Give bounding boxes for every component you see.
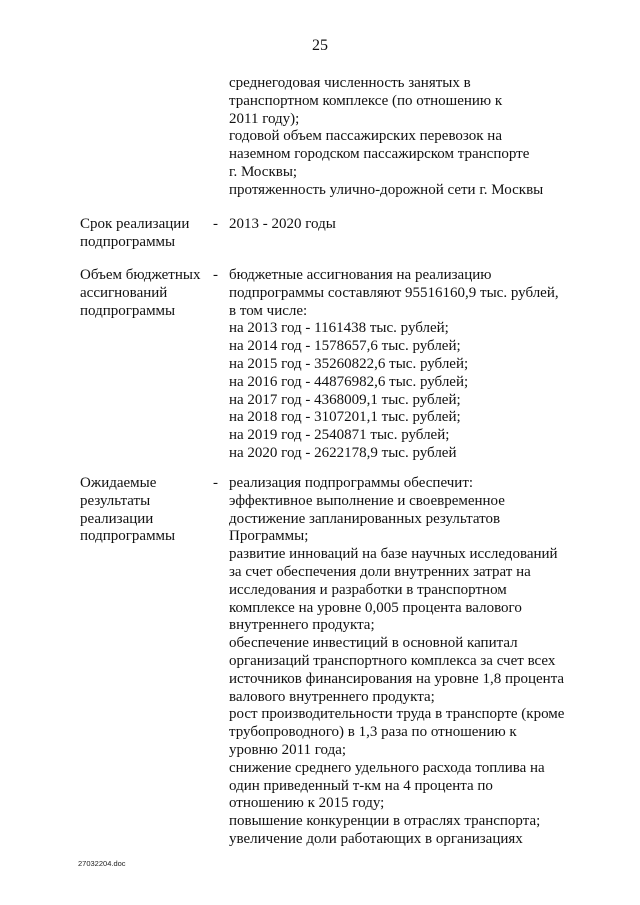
text-line: организаций транспортного комплекса за счет всех (229, 652, 556, 669)
text-line: 2011 году); (229, 110, 300, 127)
text-line: реализация подпрограммы обеспечит: (229, 475, 474, 491)
text-line: обеспечение инвестиций в основной капитал (229, 635, 518, 652)
row-dash: - (213, 475, 218, 491)
text-line: бюджетные ассигнования на реализацию (229, 267, 492, 283)
text-line: на 2015 год - 35260822,6 тыс. рублей; (229, 355, 469, 372)
text-line: на 2013 год - 1161438 тыс. рублей; (229, 320, 449, 337)
label-line: результаты (80, 492, 151, 509)
text-line: развитие инноваций на базе научных исследований (229, 546, 558, 563)
lead-text-block (229, 75, 543, 200)
text-line: годовой объем пассажирских перевозок на (229, 128, 502, 145)
text-line: исследования и разработки в транспортном (229, 581, 507, 598)
label-line: подпрограммы (80, 528, 176, 545)
label-line: ассигнований (80, 284, 168, 301)
text-line: отношению к 2015 году; (229, 795, 385, 812)
text-line: на 2020 год - 2622178,9 тыс. рублей (229, 444, 457, 461)
text-line: 2013 - 2020 годы (229, 216, 336, 232)
row-label (80, 216, 189, 252)
label-line: реализации (80, 510, 154, 527)
text-line: Программы; (229, 528, 309, 545)
page-number: 25 (312, 37, 328, 54)
text-line: за счет обеспечения доли внутренних затрат на (229, 563, 531, 580)
text-line: наземном городском пассажирском транспорте (229, 146, 530, 163)
text-line: внутреннего продукта; (229, 617, 375, 634)
row-label (80, 267, 200, 320)
text-line: один приведенный т-км на 4 процента по (229, 777, 493, 794)
row-content (229, 216, 336, 234)
text-line: на 2019 год - 2540871 тыс. рублей; (229, 427, 450, 444)
text-line: среднегодовая численность занятых в (229, 75, 471, 91)
footer-filename: 27032204.doc (78, 859, 126, 868)
text-line: на 2017 год - 4368009,1 тыс. рублей; (229, 391, 461, 408)
label-line: подпрограммы (80, 302, 176, 319)
label-line: подпрограммы (80, 233, 176, 250)
text-line: протяженность улично-дорожной сети г. Москвы (229, 181, 544, 198)
text-line: трубопроводного) в 1,3 раза по отношению к (229, 724, 517, 741)
row-dash: - (213, 216, 218, 232)
text-line: на 2016 год - 44876982,6 тыс. рублей; (229, 373, 469, 390)
text-line: на 2018 год - 3107201,1 тыс. рублей; (229, 409, 461, 426)
text-line: достижение запланированных результатов (229, 510, 501, 527)
row-dash: - (213, 267, 218, 283)
text-line: снижение среднего удельного расхода топлива на (229, 759, 545, 776)
text-line: уровню 2011 года; (229, 741, 347, 758)
text-line: увеличение доли работающих в организациях (229, 830, 523, 847)
row-content (229, 475, 564, 849)
text-line: подпрограммы составляют 95516160,9 тыс. рублей, (229, 284, 559, 301)
label-line: Ожидаемые (80, 475, 157, 491)
label-line: Срок реализации (80, 216, 190, 232)
text-line: источников финансирования на уровне 1,8 процента (229, 670, 565, 687)
text-line: в том числе: (229, 302, 308, 319)
text-line: комплексе на уровне 0,005 процента валового (229, 599, 522, 616)
text-line: рост производительности труда в транспорте (кроме (229, 706, 565, 723)
text-line: на 2014 год - 1578657,6 тыс. рублей; (229, 338, 461, 355)
row-content (229, 267, 559, 463)
text-line: повышение конкуренции в отраслях транспорта; (229, 813, 541, 830)
text-line: валового внутреннего продукта; (229, 688, 435, 705)
row-label (80, 475, 175, 546)
text-line: г. Москвы; (229, 163, 298, 180)
label-line: Объем бюджетных (80, 267, 201, 283)
text-line: эффективное выполнение и своевременное (229, 492, 505, 509)
text-line: транспортном комплексе (по отношению к (229, 92, 503, 109)
